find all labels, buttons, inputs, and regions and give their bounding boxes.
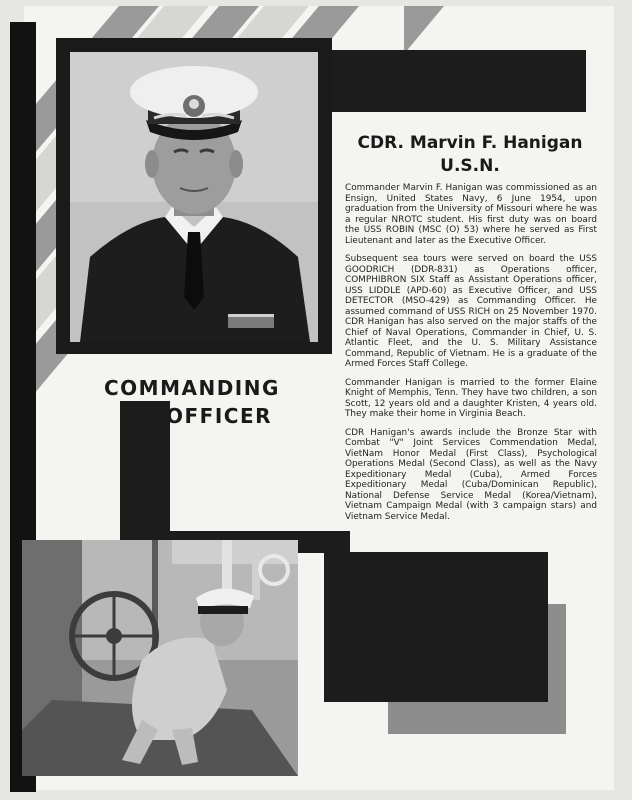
officer-name: CDR. Marvin F. Hanigan bbox=[357, 133, 583, 153]
biography-paragraph-1: Commander Marvin F. Hanigan was commissioned as an Ensign, United States Navy, 6 June 1954, upon graduation from the University of Missouri where he was a regular NROTC student. His first duty was on board the USS ROBIN (MSC (O) 53) where he served as First Lieutenant and later as the Executive Officer. bbox=[345, 183, 597, 246]
biography-paragraph-2: Subsequent sea tours were served on board the USS GOODRICH (DDR-831) as Operations officer, COMPHIBRON SIX Staff as Assistant Operations officer, USS LIDDLE (APD-60) as Executive Officer, and USS DETECTOR (MSO-429) as Commanding Officer. He assumed command of USS RICH on 25 November 1970. CDR Hanigan has also served on the major staffs of the Chief of Naval Operations, Commander in Chief, U. S. Atlantic Fleet, and the U. S. Military Assistance Command, Republic of Vietnam. He is a graduate of the Armed Forces Staff College. bbox=[345, 254, 597, 369]
heading-line-2: OFFICER bbox=[166, 404, 273, 428]
biography-paragraph-4: CDR Hanigan's awards include the Bronze Star with Combat "V" Joint Services Commendation Medal, VietNam Honor Medal (First Class), Psychological Operations Medal (Second Class), as well as the Navy Expeditionary Medal (Cuba), Armed Forces Expeditionary Medal (Cuba/Dominican Republic), National Defense Service Medal (Korea/Vietnam), Vietnam Campaign Medal (with 3 campaign stars) and Vietnam Service Medal. bbox=[345, 427, 597, 522]
portrait-photo bbox=[70, 52, 318, 342]
officer-name-title bbox=[336, 132, 604, 178]
officer-rank-line: U.S.N. bbox=[440, 156, 500, 176]
biography-paragraph-3: Commander Hanigan is married to the former Elaine Knight of Memphis, Tenn. They have two children, a son Scott, 12 years old and a daughter Kristen, 4 years old. They make their home in Virginia Beach. bbox=[345, 377, 597, 419]
decor-block-overlap bbox=[388, 604, 548, 702]
heading-line-1: COMMANDING bbox=[104, 376, 280, 400]
commanding-officer-heading bbox=[104, 374, 314, 430]
biography-text bbox=[345, 183, 597, 530]
decor-block-top-bar bbox=[332, 50, 586, 112]
officer-action-photo bbox=[22, 540, 298, 776]
